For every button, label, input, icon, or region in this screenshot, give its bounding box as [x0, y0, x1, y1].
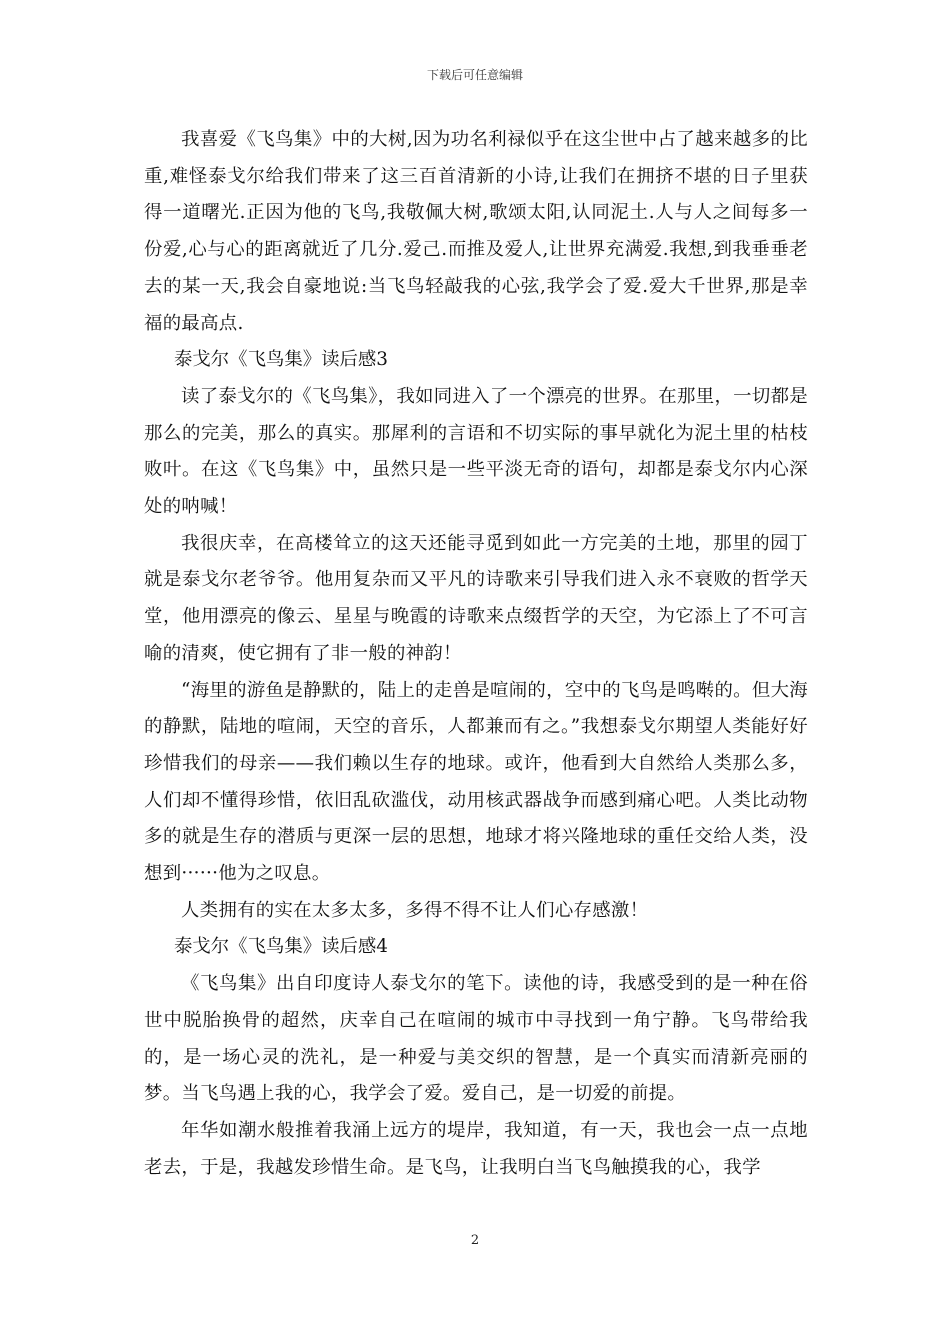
page-number: 2	[470, 1233, 480, 1248]
paragraph: 《飞鸟集》出自印度诗人泰戈尔的笔下。读他的诗，我感受到的是一种在俗世中脱胎换骨的超然，庆幸自己在喧闹的城市中寻找到一角宁静。飞鸟带给我的，是一场心灵的洗礼，是一种爱与美交织的智慧，是一个真实而清新亮丽的梦。当飞鸟遇上我的心，我学会了爱。爱自己，是一切爱的前提。	[144, 973, 808, 1105]
document-body	[144, 122, 808, 1186]
section-heading: 泰戈尔《飞鸟集》读后感3	[174, 349, 388, 371]
paragraph: 读了泰戈尔的《飞鸟集》，我如同进入了一个漂亮的世界。在那里，一切都是那么的完美，那么的真实。那犀利的言语和不切实际的事早就化为泥土里的枯枝败叶。在这《飞鸟集》中，虽然只是一些平淡无奇的语句，却都是泰戈尔内心深处的呐喊！	[144, 385, 808, 518]
paragraph: 人类拥有的实在太多太多，多得不得不让人们心存感激！	[181, 899, 649, 921]
paragraph: 我喜爱《飞鸟集》中的大树,因为功名利禄似乎在这尘世中占了越来越多的比重,难怪泰戈尔给我们带来了这三百首清新的小诗,让我们在拥挤不堪的日子里获得一道曙光.正因为他的飞鸟,我敬佩大树,歌颂太阳,认同泥土.人与人之间每多一份爱,心与心的距离就近了几分.爱己.而推及爱人,让世界充满爱.我想,到我垂垂老去的某一天,我会自豪地说:当飞鸟轻敲我的心弦,我学会了爱.爱大千世界,那是幸福的最高点.	[144, 129, 808, 334]
paragraph: “海里的游鱼是静默的，陆上的走兽是喧闹的，空中的飞鸟是鸣啭的。但大海的静默，陆地的喧闹，天空的音乐，人都兼而有之。”我想泰戈尔期望人类能好好珍惜我们的母亲——我们赖以生存的地球。或许，他看到大自然给人类那么多，人们却不懂得珍惜，依旧乱砍滥伐，动用核武器战争而感到痛心吧。人类比动物多的就是生存的潜质与更深一层的思想，地球才将兴隆地球的重任交给人类，没想到······他为之叹息。	[144, 679, 808, 885]
page-header: 下载后可任意编辑	[426, 68, 523, 82]
section-heading: 泰戈尔《飞鸟集》读后感4	[174, 936, 388, 958]
paragraph: 年华如潮水般推着我涌上远方的堤岸，我知道，有一天，我也会一点一点地老去，于是，我越发珍惜生命。是飞鸟，让我明白当飞鸟触摸我的心，我学	[144, 1119, 808, 1178]
paragraph: 我很庆幸，在高楼耸立的这天还能寻觅到如此一方完美的土地，那里的园丁就是泰戈尔老爷爷。他用复杂而又平凡的诗歌来引导我们进入永不衰败的哲学天堂，他用漂亮的像云、星星与晚霞的诗歌来点缀哲学的天空，为它添上了不可言喻的清爽，使它拥有了非一般的神韵！	[144, 532, 808, 664]
